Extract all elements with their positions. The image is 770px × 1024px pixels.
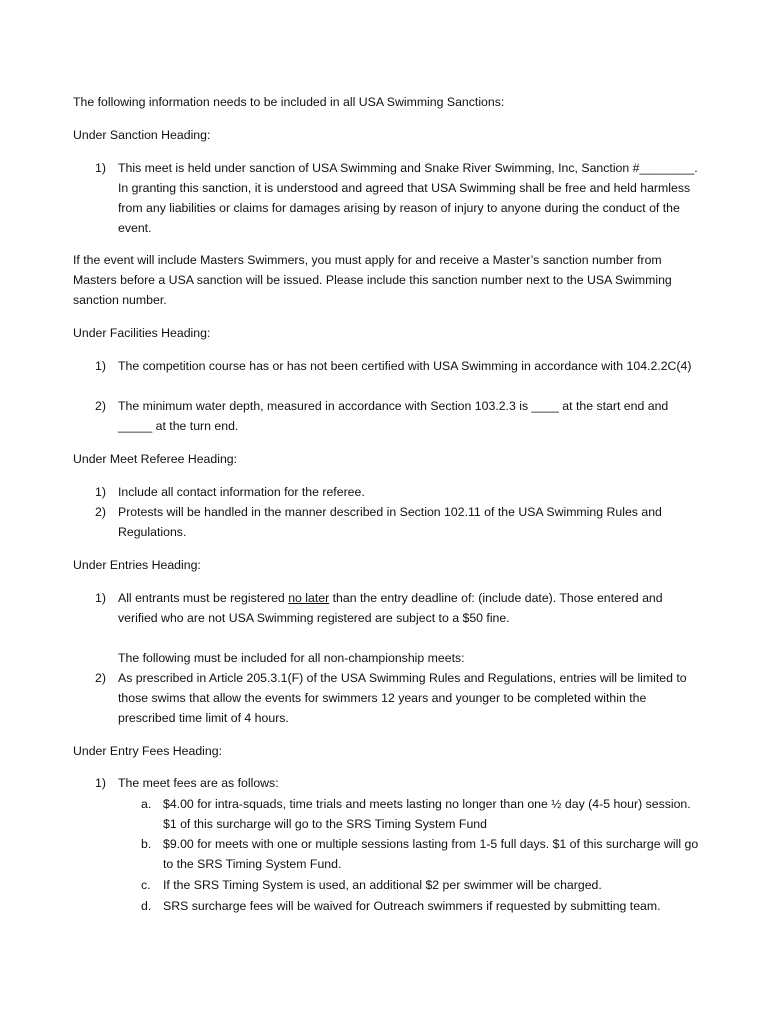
list-item — [95, 773, 705, 793]
list-text: Include all contact information for the referee. — [118, 485, 365, 499]
fees-heading: Under Entry Fees Heading: — [73, 744, 223, 758]
list-item — [95, 588, 705, 628]
list-number: 1) — [95, 485, 106, 499]
list-text-post: than the entry deadline of: (include date). Those entered and verified who are not USA Swimming registered are subject to a $50 fine. — [118, 591, 663, 625]
sub-list-letter: a. — [141, 797, 152, 811]
entries-heading: Under Entries Heading: — [73, 558, 201, 572]
list-item — [95, 158, 705, 238]
intro-text: The following information needs to be included in all USA Swimming Sanctions: — [73, 95, 505, 109]
sub-list-text: If the SRS Timing System is used, an additional $2 per swimmer will be charged. — [163, 878, 602, 892]
list-number: 2) — [95, 671, 106, 685]
list-text: The minimum water depth, measured in accordance with Section 103.2.3 is ____ at the start end and _____ at the turn end. — [118, 399, 669, 433]
sub-list-letter: b. — [141, 837, 152, 851]
referee-heading: Under Meet Referee Heading: — [73, 452, 238, 466]
list-item — [95, 502, 705, 542]
list-item — [95, 668, 705, 728]
sub-list-item — [141, 875, 701, 895]
sub-list-text: $9.00 for meets with one or multiple sessions lasting from 1-5 full days. $1 of this surcharge will go to the SRS Timing System Fund. — [163, 837, 699, 871]
list-text: The meet fees are as follows: — [118, 776, 279, 790]
sanction-heading: Under Sanction Heading: — [73, 128, 211, 142]
non-championship-note — [95, 648, 705, 668]
list-text: As prescribed in Article 205.3.1(F) of the USA Swimming Rules and Regulations, entries will be limited to those swims that allow the events for swimmers 12 years and younger to be completed within the prescribed time limit of 4 hours. — [118, 671, 687, 725]
list-number: 1) — [95, 161, 106, 175]
note-text: The following must be included for all non-championship meets: — [118, 651, 465, 665]
underlined-text: no later — [288, 591, 330, 605]
sub-list-text: SRS surcharge fees will be waived for Outreach swimmers if requested by submitting team. — [163, 899, 661, 913]
sub-list-item — [141, 896, 701, 916]
list-number: 2) — [95, 505, 106, 519]
sub-list-item — [141, 834, 701, 874]
list-text: The competition course has or has not been certified with USA Swimming in accordance with 104.2.2C(4) — [118, 359, 692, 373]
list-text — [118, 588, 705, 628]
masters-note: If the event will include Masters Swimmers, you must apply for and receive a Master’s sanction number from Masters before a USA sanction will be issued. Please include this sanction number next to the USA Swimming sanction number. — [73, 253, 672, 307]
list-number: 2) — [95, 399, 106, 413]
list-text: Protests will be handled in the manner described in Section 102.11 of the USA Swimming Rules and Regulations. — [118, 505, 662, 539]
list-item — [95, 396, 705, 436]
sub-list-letter: d. — [141, 899, 152, 913]
list-item — [95, 482, 705, 502]
sub-list-text: $4.00 for intra-squads, time trials and meets lasting no longer than one ½ day (4-5 hour) session. $1 of this surcharge will go to the SRS Timing System Fund — [163, 797, 691, 831]
list-number: 1) — [95, 591, 106, 605]
facilities-heading: Under Facilities Heading: — [73, 326, 211, 340]
list-text: This meet is held under sanction of USA Swimming and Snake River Swimming, Inc, Sanction #________. In granting this sanction, it is understood and agreed that USA Swimming shall be free and held harmless from any liabilities or claims for damages arising by reason of injury to anyone during the conduct of the event. — [118, 161, 698, 235]
list-text-pre: All entrants must be registered — [118, 591, 289, 605]
list-number: 1) — [95, 359, 106, 373]
list-number: 1) — [95, 776, 106, 790]
sub-list-letter: c. — [141, 878, 151, 892]
sub-list-item — [141, 794, 701, 834]
list-item — [95, 356, 705, 376]
